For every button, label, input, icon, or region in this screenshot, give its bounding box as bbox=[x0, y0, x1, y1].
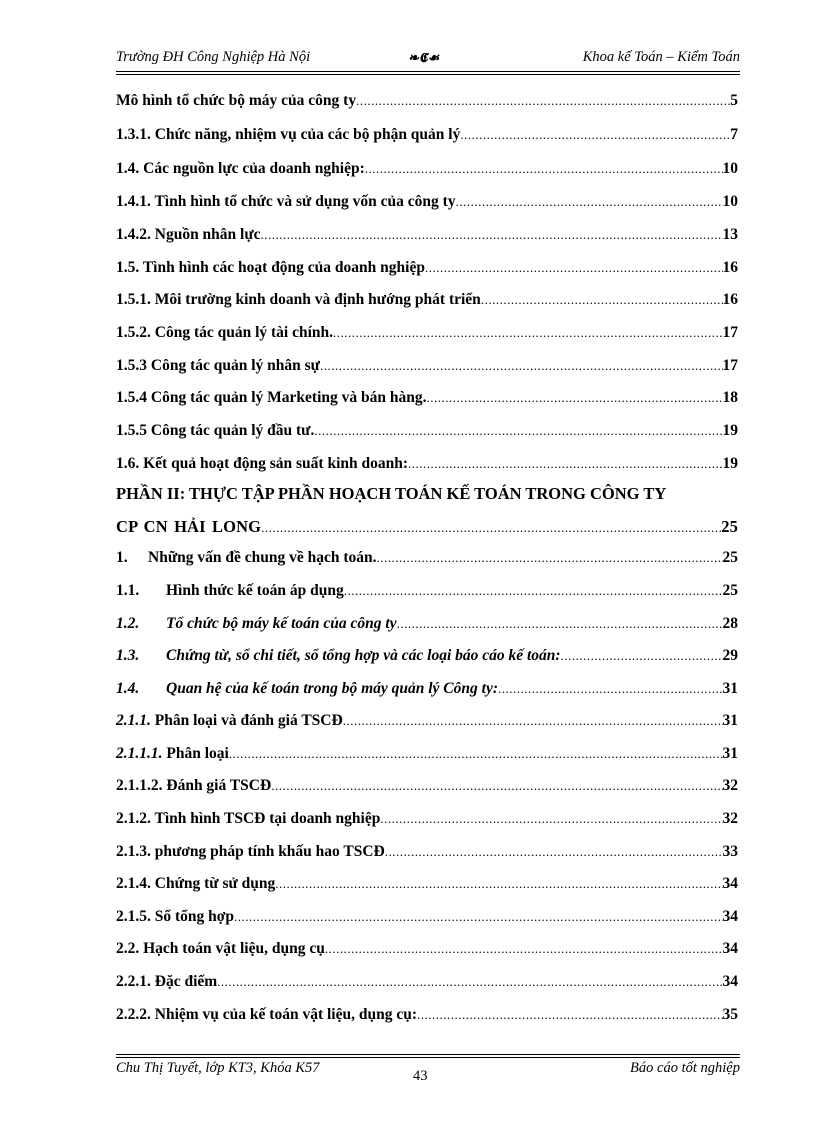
toc-entry-title: 1.3.1. Chức năng, nhiệm vụ của các bộ phận quản lý bbox=[116, 126, 461, 143]
toc-entry[interactable] bbox=[116, 193, 738, 217]
header-department: Khoa kế Toán – Kiểm Toán bbox=[582, 49, 740, 65]
toc-entry-number: 2.2. bbox=[116, 940, 140, 957]
toc-leader bbox=[460, 127, 730, 143]
toc-entry-page: 19 bbox=[722, 422, 738, 439]
toc-entry-text: Quan hệ của kế toán trong bộ máy quản lý Công ty: bbox=[166, 680, 498, 697]
toc-entry-page: 16 bbox=[722, 259, 738, 276]
toc-leader bbox=[343, 713, 723, 729]
toc-entry-page: 25 bbox=[721, 517, 738, 536]
toc-entry-page: 18 bbox=[722, 389, 738, 406]
toc-entry-page: 32 bbox=[722, 777, 738, 794]
toc-entry-page: 33 bbox=[722, 843, 738, 860]
toc-entry-text: Sổ tổng hợp bbox=[154, 908, 234, 925]
toc-entry-title bbox=[116, 875, 275, 893]
toc-entry-page: 29 bbox=[722, 647, 738, 664]
toc-leader bbox=[325, 941, 723, 957]
toc-entry-page: 13 bbox=[722, 226, 738, 243]
toc-entry-title bbox=[116, 973, 217, 991]
toc-entry-number: 2.1.5. bbox=[116, 908, 151, 925]
toc-entry-title bbox=[116, 810, 380, 828]
toc-leader bbox=[408, 456, 722, 472]
toc-leader bbox=[417, 1007, 723, 1023]
toc-entry[interactable] bbox=[116, 875, 738, 899]
toc-entry-title: 1.5.5 Công tác quản lý đầu tư. bbox=[116, 422, 315, 439]
toc-entry-page: 10 bbox=[722, 193, 738, 210]
toc-entry[interactable] bbox=[116, 92, 738, 116]
toc-entry-title: Mô hình tổ chức bộ máy của công ty bbox=[116, 92, 357, 109]
toc-entry-page: 19 bbox=[722, 455, 738, 472]
toc-leader bbox=[314, 423, 722, 439]
header-school: Trường ĐH Công Nghiệp Hà Nội bbox=[116, 49, 311, 65]
toc-entry-title: 1.6. Kết quả hoạt động sản suất kinh doanh: bbox=[116, 455, 409, 472]
toc-leader bbox=[481, 292, 723, 308]
toc-entry[interactable] bbox=[116, 389, 738, 413]
toc-entry-title bbox=[116, 777, 271, 795]
toc-entry-number: 1. bbox=[116, 549, 128, 566]
toc-entry-number: 2.1.2. bbox=[116, 810, 151, 827]
toc-leader bbox=[275, 876, 722, 892]
footer-report-type: Báo cáo tốt nghiệp bbox=[630, 1060, 740, 1076]
toc-entry-text: Phân loại và đánh giá TSCĐ bbox=[154, 712, 343, 729]
toc-entry-number: 1.1. bbox=[116, 582, 140, 599]
footer-rule bbox=[116, 1057, 740, 1058]
toc-leader bbox=[344, 583, 723, 599]
toc-entry-title bbox=[116, 1006, 417, 1024]
page-footer bbox=[116, 1060, 740, 1090]
toc-part-heading[interactable]: PHẦN II: THỰC TẬP PHẦN HOẠCH TOÁN KẾ TOÁN TRONG CÔNG TY bbox=[116, 484, 667, 503]
toc-entry-page: 35 bbox=[722, 1006, 738, 1023]
toc-entry-page: 31 bbox=[722, 712, 738, 729]
toc-entry-title bbox=[116, 843, 385, 861]
toc-entry[interactable] bbox=[116, 517, 738, 541]
toc-entry-number: 2.1.1. bbox=[116, 712, 151, 729]
toc-entry-text: Tổ chức bộ máy kế toán của công ty bbox=[166, 615, 397, 632]
toc-leader bbox=[234, 909, 723, 925]
toc-entry-text: Hạch toán vật liệu, dụng cụ bbox=[143, 940, 325, 957]
toc-entry-title bbox=[116, 712, 343, 730]
toc-entry[interactable] bbox=[116, 455, 738, 479]
header-rule bbox=[116, 71, 740, 72]
toc-leader bbox=[498, 681, 723, 697]
toc-entry-text: Hình thức kế toán áp dụng bbox=[166, 582, 344, 599]
toc-entry-number: 1.4. bbox=[116, 680, 140, 697]
toc-entry[interactable] bbox=[116, 843, 738, 867]
toc-entry-text: Chứng từ sử dụng bbox=[154, 875, 276, 892]
toc-entry[interactable] bbox=[116, 940, 738, 964]
toc-entry-text: Nhiệm vụ của kế toán vật liệu, dụng cụ: bbox=[154, 1006, 417, 1023]
toc-entry-text: phương pháp tính khấu hao TSCĐ bbox=[154, 843, 385, 860]
toc-entry[interactable] bbox=[116, 422, 738, 446]
toc-entry-title bbox=[116, 940, 325, 958]
toc-entry-page: 7 bbox=[730, 126, 738, 143]
toc-entry[interactable] bbox=[116, 226, 738, 250]
toc-entry[interactable] bbox=[116, 680, 738, 704]
toc-entry[interactable] bbox=[116, 582, 738, 606]
toc-entry-title: 1.5.2. Công tác quản lý tài chính. bbox=[116, 324, 334, 341]
toc-entry-page: 17 bbox=[722, 357, 738, 374]
toc-leader bbox=[333, 325, 722, 341]
toc-entry-number: 2.1.1.1. bbox=[116, 745, 163, 762]
toc-entry-text: Những vấn đề chung về hạch toán. bbox=[148, 549, 377, 566]
page-number: 43 bbox=[413, 1068, 428, 1084]
toc-leader bbox=[380, 811, 722, 827]
toc-entry-page: 28 bbox=[722, 615, 738, 632]
toc-leader bbox=[261, 227, 723, 243]
toc-entry[interactable] bbox=[116, 810, 738, 834]
toc-entry-title: 1.4.1. Tình hình tổ chức và sử dụng vốn của công ty bbox=[116, 193, 456, 210]
toc-entry-title bbox=[116, 680, 498, 698]
toc-entry[interactable] bbox=[116, 291, 738, 315]
toc-entry-title: 1.5. Tình hình các hoạt động của doanh nghiệp bbox=[116, 259, 425, 276]
toc-entry[interactable] bbox=[116, 1006, 738, 1030]
toc-entry-number: 1.3. bbox=[116, 647, 140, 664]
toc-entry[interactable] bbox=[116, 160, 738, 184]
toc-entry-title bbox=[116, 582, 344, 600]
toc-entry[interactable] bbox=[116, 324, 738, 348]
toc-entry-title: 1.5.1. Môi trường kinh doanh và định hướng phát triển bbox=[116, 291, 481, 308]
toc-entry-page: 10 bbox=[722, 160, 738, 177]
toc-entry-page: 32 bbox=[722, 810, 738, 827]
toc-entry-page: 34 bbox=[722, 940, 738, 957]
toc-entry-text: Đánh giá TSCĐ bbox=[166, 777, 272, 794]
toc-entry-text: Phân loại bbox=[166, 745, 229, 762]
page-header bbox=[116, 49, 740, 69]
toc-leader bbox=[229, 746, 723, 762]
toc-entry-number: 2.2.1. bbox=[116, 973, 151, 990]
toc-entry-text: Đặc điểm bbox=[154, 973, 218, 990]
footer-rule bbox=[116, 1054, 740, 1055]
toc-entry-page: 25 bbox=[722, 582, 738, 599]
toc-leader bbox=[425, 260, 723, 276]
toc-entry[interactable] bbox=[116, 615, 738, 639]
toc-entry-page: 34 bbox=[722, 908, 738, 925]
toc-entry[interactable] bbox=[116, 712, 738, 736]
toc-entry-page: 34 bbox=[722, 875, 738, 892]
toc-leader bbox=[385, 844, 723, 860]
toc-entry-title: 1.5.4 Công tác quản lý Marketing và bán hàng. bbox=[116, 389, 427, 406]
toc-entry-number: 2.1.4. bbox=[116, 875, 151, 892]
toc-entry[interactable] bbox=[116, 259, 738, 283]
toc-entry[interactable] bbox=[116, 357, 738, 381]
toc-entry-title bbox=[116, 745, 229, 763]
toc-entry-page: 16 bbox=[722, 291, 738, 308]
footer-author: Chu Thị Tuyết, lớp KT3, Khóa K57 bbox=[116, 1060, 320, 1076]
toc-entry-title bbox=[116, 908, 234, 926]
toc-entry[interactable] bbox=[116, 745, 738, 769]
header-ornament-icon: ❧𝕮☙ bbox=[408, 50, 440, 65]
toc-entry-text: Tình hình TSCĐ tại doanh nghiệp bbox=[154, 810, 381, 827]
toc-entry-number: 1.2. bbox=[116, 615, 140, 632]
toc-leader bbox=[456, 194, 723, 210]
header-rule bbox=[116, 74, 740, 75]
toc-entry-title bbox=[116, 549, 377, 567]
toc-entry-page: 17 bbox=[722, 324, 738, 341]
toc-entry[interactable] bbox=[116, 647, 738, 671]
toc-leader bbox=[356, 93, 730, 109]
toc-leader bbox=[397, 616, 723, 632]
toc-entry-title: 1.4. Các nguồn lực của doanh nghiệp: bbox=[116, 160, 365, 177]
toc-leader bbox=[261, 520, 721, 536]
toc-entry-title: 1.5.3 Công tác quản lý nhân sự bbox=[116, 357, 320, 374]
toc-entry-page: 5 bbox=[730, 92, 738, 109]
toc-entry-title bbox=[116, 615, 397, 633]
toc-leader bbox=[271, 778, 722, 794]
toc-entry-page: 31 bbox=[722, 680, 738, 697]
toc-entry[interactable] bbox=[116, 126, 738, 150]
toc-entry[interactable] bbox=[116, 777, 738, 801]
toc-entry[interactable] bbox=[116, 549, 738, 573]
toc-entry-page: 25 bbox=[722, 549, 738, 566]
toc-entry-number: 2.2.2. bbox=[116, 1006, 151, 1023]
toc-leader bbox=[426, 390, 722, 406]
toc-entry-title: 1.4.2. Nguồn nhân lực bbox=[116, 226, 261, 243]
toc-entry-text: Chứng từ, sổ chi tiết, sổ tổng hợp và các loại báo cáo kế toán: bbox=[166, 647, 561, 664]
toc-entry-page: 31 bbox=[722, 745, 738, 762]
toc-leader bbox=[561, 648, 723, 664]
toc-entry[interactable] bbox=[116, 973, 738, 997]
toc-entry-page: 34 bbox=[722, 973, 738, 990]
toc-leader bbox=[217, 974, 722, 990]
toc-leader bbox=[320, 358, 723, 374]
toc-entry-title bbox=[116, 647, 561, 665]
toc-leader bbox=[365, 161, 723, 177]
toc-entry-title: CP CN HẢI LONG bbox=[116, 517, 262, 536]
toc-entry-number: 2.1.1.2. bbox=[116, 777, 163, 794]
toc-entry[interactable] bbox=[116, 908, 738, 932]
toc-leader bbox=[377, 550, 723, 566]
toc-entry-number: 2.1.3. bbox=[116, 843, 151, 860]
